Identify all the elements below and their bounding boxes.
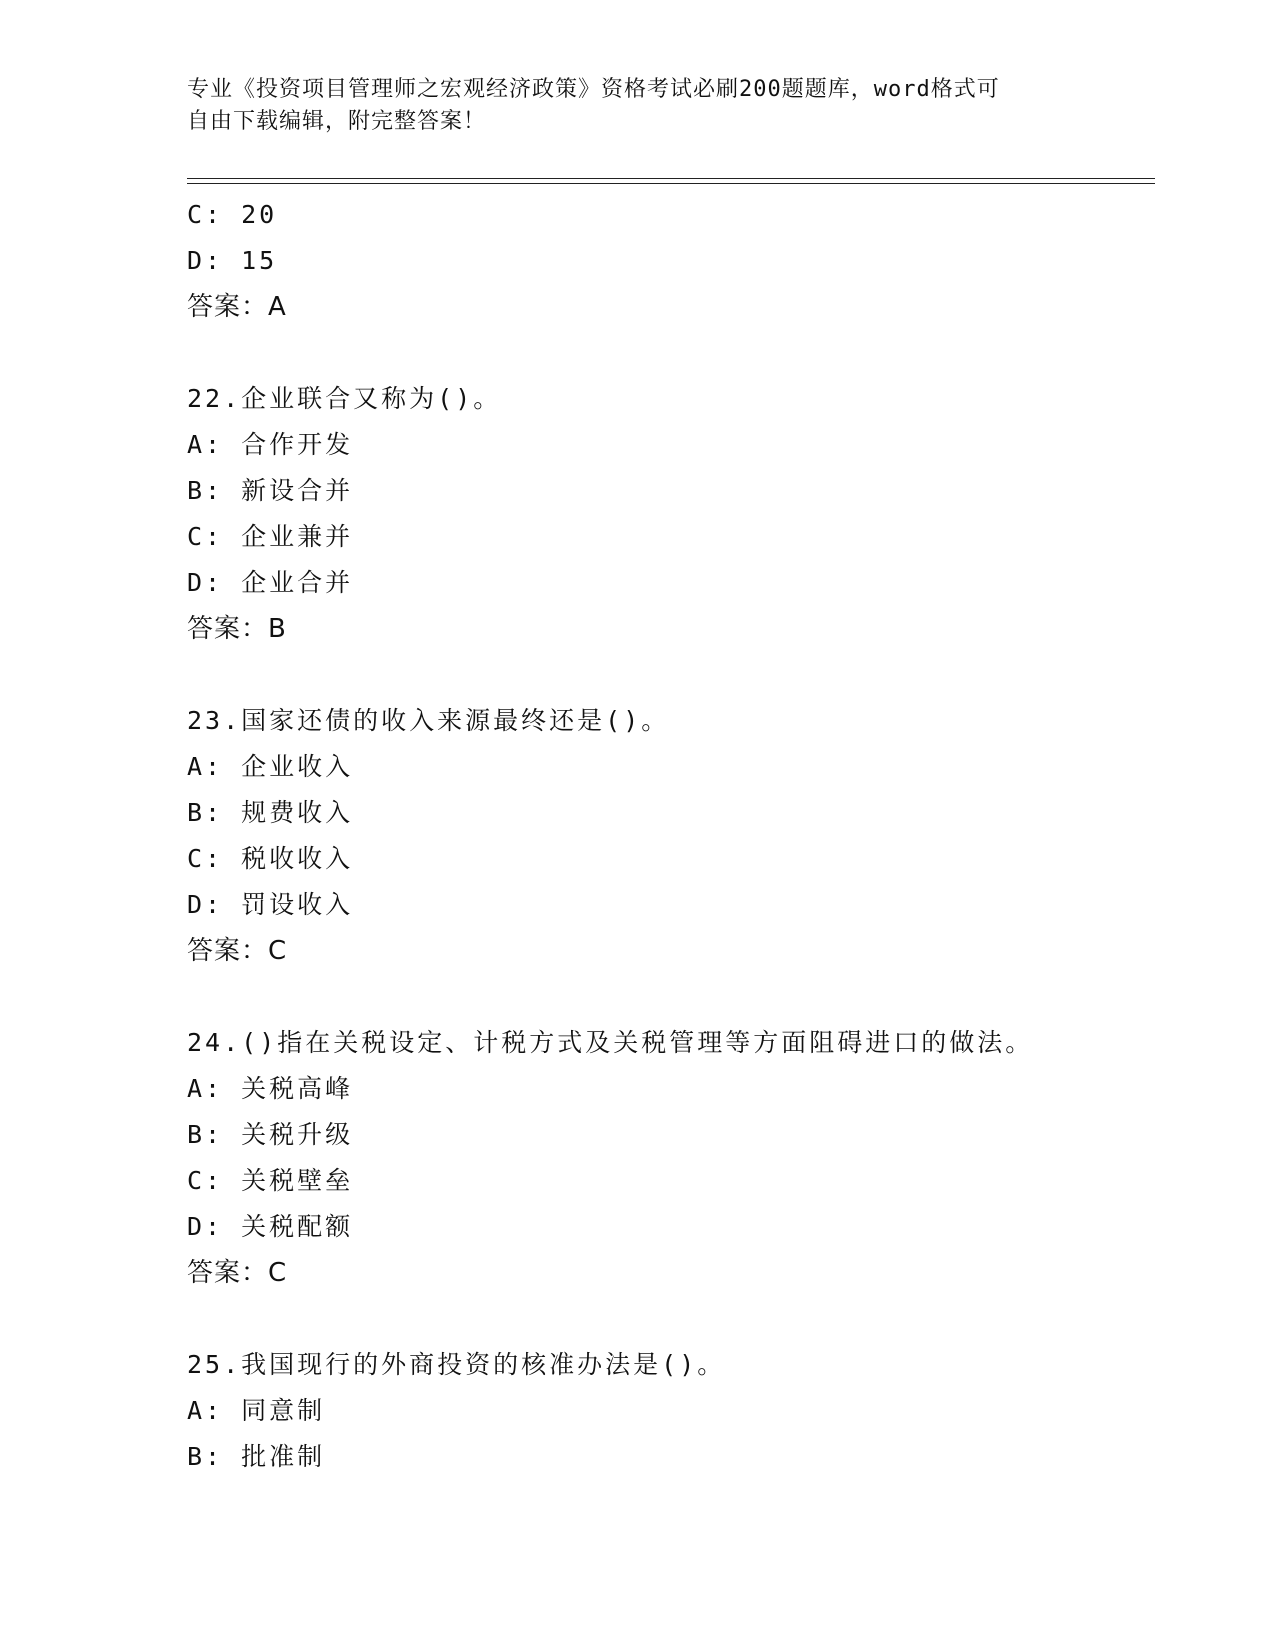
option-b: [187, 790, 1187, 836]
option-text: 税收收入: [241, 844, 354, 873]
option-letter: B:: [187, 1442, 224, 1471]
header-line-1: 专业《投资项目管理师之宏观经济政策》资格考试必刷200题题库，word格式可: [187, 77, 1000, 102]
option-c: [187, 1158, 1187, 1204]
question-list: [187, 192, 1187, 1480]
question-stem: 23.国家还债的收入来源最终还是()。: [187, 706, 670, 735]
option-text: 关税壁垒: [241, 1166, 354, 1195]
option-c: [187, 192, 1187, 238]
answer-line: 答案：C: [187, 936, 288, 966]
option-d: [187, 882, 1187, 928]
option-a: [187, 1388, 1187, 1434]
option-text: 合作开发: [241, 430, 354, 459]
option-letter: A:: [187, 1074, 224, 1103]
option-c: [187, 836, 1187, 882]
option-d: [187, 560, 1187, 606]
option-a: [187, 1066, 1187, 1112]
option-d: [187, 1204, 1187, 1250]
option-letter: A:: [187, 430, 224, 459]
answer-line: 答案：B: [187, 614, 287, 644]
question-stem: 25.我国现行的外商投资的核准办法是()。: [187, 1350, 726, 1379]
option-text: 关税升级: [241, 1120, 354, 1149]
option-letter: D:: [187, 246, 224, 275]
option-letter: D:: [187, 890, 224, 919]
header-divider-bottom: [187, 183, 1155, 184]
option-text: 罚设收入: [241, 890, 354, 919]
header-divider-top: [187, 178, 1155, 179]
option-d: [187, 238, 1187, 284]
option-text: 批准制: [241, 1442, 326, 1471]
option-letter: C:: [187, 200, 224, 229]
option-text: 企业兼并: [241, 522, 354, 551]
option-letter: D:: [187, 568, 224, 597]
header-line-2: 自由下载编辑，附完整答案！: [187, 109, 487, 134]
option-b: [187, 468, 1187, 514]
option-letter: B:: [187, 798, 224, 827]
option-text: 企业收入: [241, 752, 354, 781]
option-text: 关税高峰: [241, 1074, 354, 1103]
answer-line: 答案：A: [187, 292, 287, 322]
option-a: [187, 744, 1187, 790]
option-letter: B:: [187, 476, 224, 505]
option-letter: B:: [187, 1120, 224, 1149]
option-letter: D:: [187, 1212, 224, 1241]
document-header: [187, 74, 1087, 138]
answer-line: 答案：C: [187, 1258, 288, 1288]
option-text: 同意制: [241, 1396, 326, 1425]
question-stem: 22.企业联合又称为()。: [187, 384, 502, 413]
option-letter: A:: [187, 1396, 224, 1425]
option-text: 15: [241, 246, 278, 275]
option-b: [187, 1112, 1187, 1158]
option-b: [187, 1434, 1187, 1480]
option-letter: A:: [187, 752, 224, 781]
option-text: 新设合并: [241, 476, 354, 505]
option-text: 20: [241, 200, 278, 229]
option-text: 规费收入: [241, 798, 354, 827]
option-letter: C:: [187, 844, 224, 873]
option-text: 企业合并: [241, 568, 354, 597]
option-a: [187, 422, 1187, 468]
option-c: [187, 514, 1187, 560]
option-text: 关税配额: [241, 1212, 354, 1241]
option-letter: C:: [187, 522, 224, 551]
question-stem: 24.()指在关税设定、计税方式及关税管理等方面阻碍进口的做法。: [187, 1028, 1034, 1057]
option-letter: C:: [187, 1166, 224, 1195]
